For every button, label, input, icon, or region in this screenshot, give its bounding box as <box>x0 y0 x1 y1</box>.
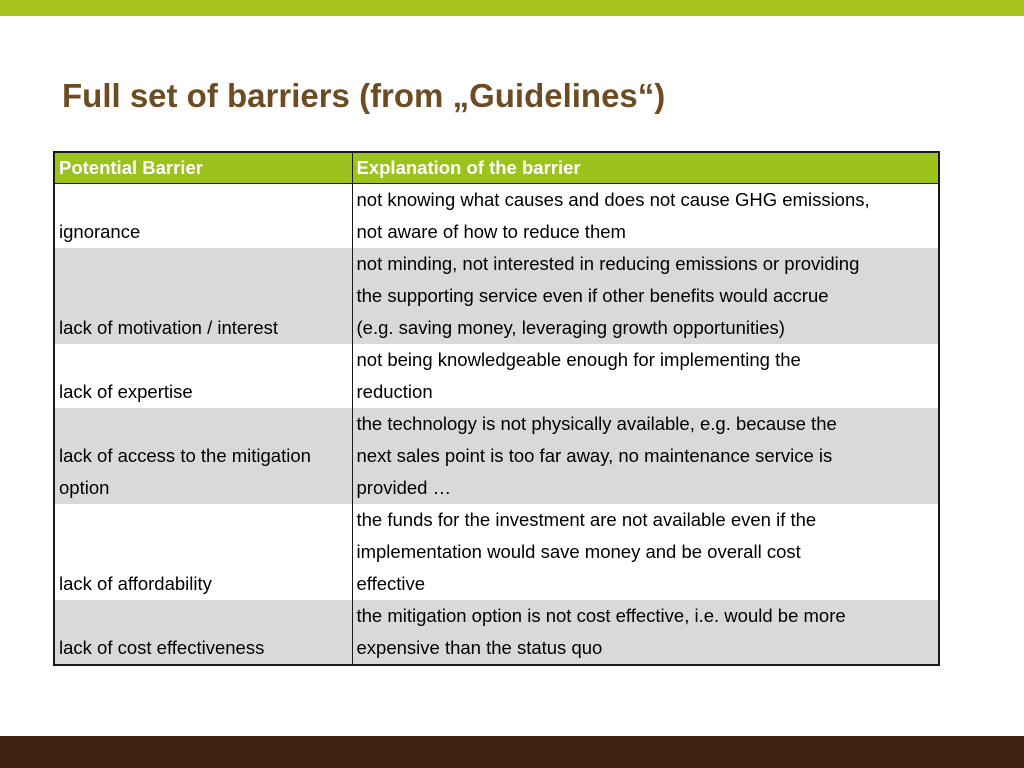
explanation-line: the mitigation option is not cost effective, i.e. would be more <box>356 605 846 626</box>
slide-title: Full set of barriers (from „Guidelines“) <box>62 77 666 114</box>
footer-bar <box>0 736 1024 768</box>
table-row <box>54 184 939 249</box>
explanation-line: the technology is not physically available, e.g. because the <box>356 413 837 434</box>
explanation-line: next sales point is too far away, no maintenance service is <box>356 445 833 466</box>
explanation-line: reduction <box>356 381 433 402</box>
explanation-line: effective <box>356 573 426 594</box>
explanation-line: the funds for the investment are not available even if the <box>356 509 817 530</box>
cell-explanation <box>352 344 939 408</box>
explanation-line: expensive than the status quo <box>356 637 603 658</box>
header-potential-barrier: Potential Barrier <box>54 152 352 184</box>
cell-barrier: ignorance <box>59 221 141 242</box>
explanation-line: not aware of how to reduce them <box>356 221 626 242</box>
cell-explanation <box>352 184 939 249</box>
cell-barrier: lack of cost effectiveness <box>54 600 352 665</box>
explanation-line: (e.g. saving money, leveraging growth opportunities) <box>356 317 785 338</box>
cell-barrier: lack of motivation / interest <box>54 248 352 344</box>
cell-barrier: lack of affordability <box>59 573 212 594</box>
table-row <box>54 600 939 665</box>
table-row <box>54 504 939 600</box>
cell-barrier: lack of access to the mitigation option <box>54 408 352 504</box>
cell-explanation <box>352 600 939 665</box>
cell-barrier: lack of expertise <box>59 381 193 402</box>
table-header-row <box>54 152 939 184</box>
explanation-line: not knowing what causes and does not cause GHG emissions, <box>356 189 870 210</box>
cell-explanation <box>352 248 939 344</box>
top-accent-bar <box>0 0 1024 16</box>
cell-explanation <box>352 408 939 504</box>
table-row <box>54 408 939 504</box>
table-body <box>54 184 939 666</box>
table-row <box>54 248 939 344</box>
explanation-line: not minding, not interested in reducing emissions or providing <box>356 253 860 274</box>
barriers-table <box>53 151 940 666</box>
table-row <box>54 344 939 408</box>
explanation-line: provided … <box>356 477 452 498</box>
header-explanation: Explanation of the barrier <box>352 152 939 184</box>
cell-explanation <box>352 504 939 600</box>
explanation-line: implementation would save money and be overall cost <box>356 541 801 562</box>
explanation-line: the supporting service even if other benefits would accrue <box>356 285 829 306</box>
explanation-line: not being knowledgeable enough for implementing the <box>356 349 801 370</box>
